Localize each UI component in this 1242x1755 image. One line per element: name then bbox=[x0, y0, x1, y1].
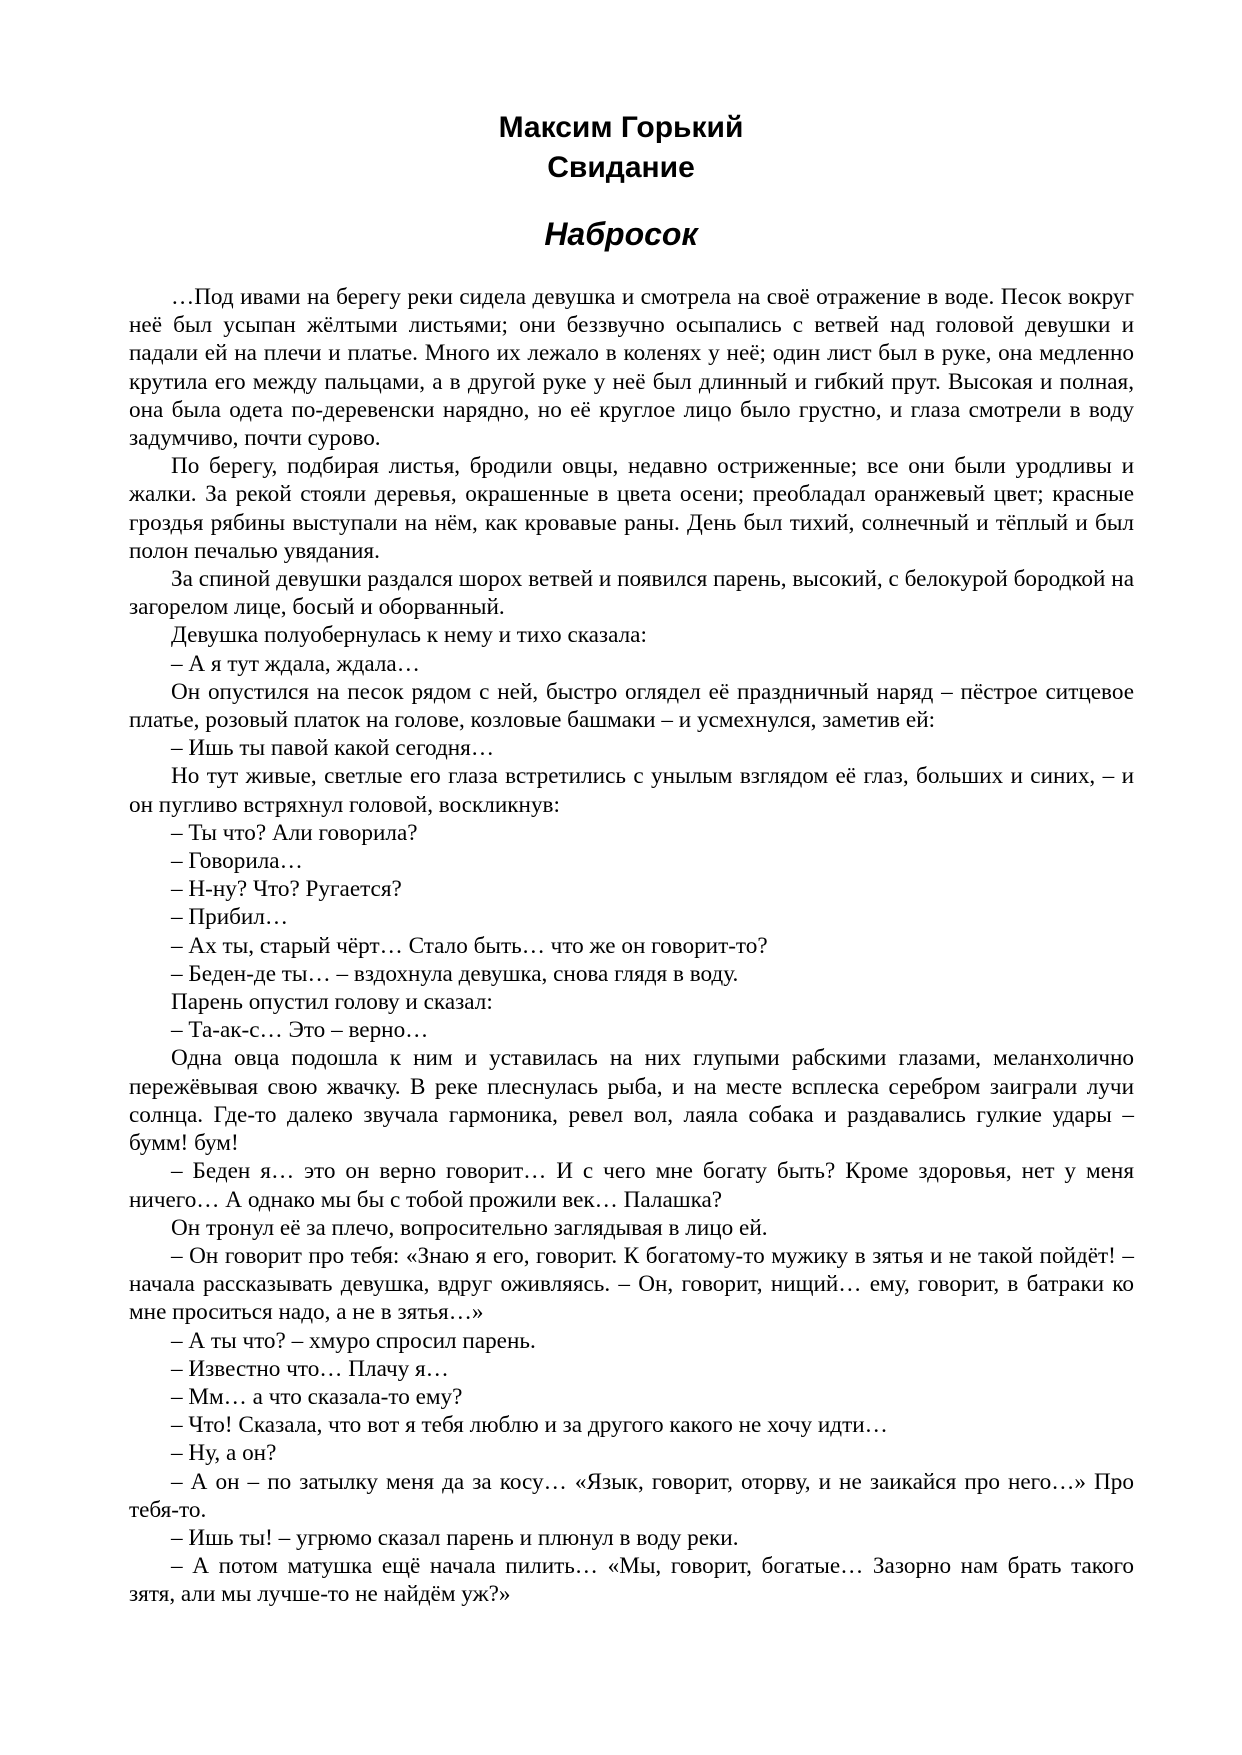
paragraph: – А он – по затылку меня да за косу… «Язык, говорит, оторву, и не заикайся про него…» Про тебя-то. bbox=[129, 1468, 1134, 1523]
document-header bbox=[0, 108, 1242, 188]
paragraph: …Под ивами на берегу реки сидела девушка и смотрела на своё отражение в воде. Песок вокруг неё был усыпан жёлтыми листьями; они беззвучно осыпались с ветвей над головой девушки и падали ей на плечи и платье. Много их лежало в коленях у неё; один лист был в руке, она медленно крутила его между пальцами, а в другой руке у неё был длинный и гибкий прут. Высокая и полная, она была одета по-деревенски нарядно, но её круглое лицо было грустно, и глаза смотрели в воду задумчиво, почти сурово. bbox=[129, 284, 1134, 452]
paragraph: По берегу, подбирая листья, бродили овцы, недавно остриженные; все они были уродливы и жалки. За рекой стояли деревья, окрашенные в цвета осени; преобладал оранжевый цвет; красные гроздья рябины выступали на нём, как кровавые раны. День был тихий, солнечный и тёплый и был полон печалью увядания. bbox=[129, 453, 1134, 564]
paragraph: Он тронул её за плечо, вопросительно заглядывая в лицо ей. bbox=[171, 1214, 768, 1241]
paragraph: – Мм… а что сказала-то ему? bbox=[171, 1383, 463, 1410]
paragraph: – Говорила… bbox=[171, 848, 303, 875]
paragraph: – Прибил… bbox=[171, 904, 289, 931]
paragraph: – Он говорит про тебя: «Знаю я его, говорит. К богатому-то мужику в зятья и не такой пойдёт! – начала рассказывать девушка, вдруг оживляясь. – Он, говорит, нищий… ему, говорит, в батраки ко мне проситься надо, а не в зятья…» bbox=[129, 1242, 1134, 1326]
author-name: Максим Горький bbox=[498, 111, 744, 144]
story-subtitle: Набросок bbox=[544, 216, 698, 252]
paragraph: Он опустился на песок рядом с ней, быстро оглядел её праздничный наряд – пёстрое ситцевое платье, розовый платок на голове, козловые башмаки – и усмехнулся, заметив ей: bbox=[129, 678, 1134, 734]
story-title: Свидание bbox=[547, 151, 695, 184]
paragraph: – Что! Сказала, что вот я тебя люблю и за другого какого не хочу идти… bbox=[171, 1412, 888, 1439]
paragraph: – Та-ак-с… Это – верно… bbox=[171, 1017, 429, 1044]
paragraph: – Ишь ты павой какой сегодня… bbox=[171, 735, 495, 762]
story-body bbox=[129, 283, 1134, 1609]
paragraph: – Н-ну? Что? Ругается? bbox=[171, 876, 402, 903]
paragraph: Девушка полуобернулась к нему и тихо сказала: bbox=[171, 622, 647, 649]
paragraph: Но тут живые, светлые его глаза встретились с унылым взглядом её глаз, больших и синих, – и он пугливо встряхнул головой, воскликнув: bbox=[129, 763, 1134, 818]
paragraph: Одна овца подошла к ним и уставилась на них глупыми рабскими глазами, меланхолично пережёвывая свою жвачку. В реке плеснулась рыба, и на месте всплеска серебром заиграли лучи солнца. Где-то далеко звучала гармоника, ревел вол, лаяла собака и раздавались гулкие удары – бумм! бум! bbox=[129, 1045, 1134, 1157]
paragraph: – Ты что? Али говорила? bbox=[171, 819, 418, 846]
paragraph: – Ишь ты! – угрюмо сказал парень и плюнул в воду реки. bbox=[171, 1524, 739, 1551]
paragraph: – Ну, а он? bbox=[171, 1440, 277, 1467]
paragraph: – А ты что? – хмуро спросил парень. bbox=[171, 1327, 536, 1354]
paragraph: – А потом матушка ещё начала пилить… «Мы, говорит, богатые… Зазорно нам брать такого зятя, али мы лучше-то не найдём уж?» bbox=[129, 1553, 1134, 1608]
paragraph: – А я тут ждала, ждала… bbox=[171, 650, 420, 677]
paragraph: За спиной девушки раздался шорох ветвей и появился парень, высокий, с белокурой бородкой на загорелом лице, босый и оборванный. bbox=[129, 566, 1134, 621]
paragraph: – Беден-де ты… – вздохнула девушка, снова глядя в воду. bbox=[171, 960, 739, 987]
paragraph: – Известно что… Плачу я… bbox=[171, 1355, 449, 1382]
paragraph: Парень опустил голову и сказал: bbox=[171, 989, 493, 1016]
paragraph: – Ах ты, старый чёрт… Стало быть… что же он говорит-то? bbox=[171, 932, 768, 959]
paragraph: – Беден я… это он верно говорит… И с чего мне богату быть? Кроме здоровья, нет у меня ничего… А однако мы бы с тобой прожили век… Палашка? bbox=[129, 1158, 1134, 1213]
